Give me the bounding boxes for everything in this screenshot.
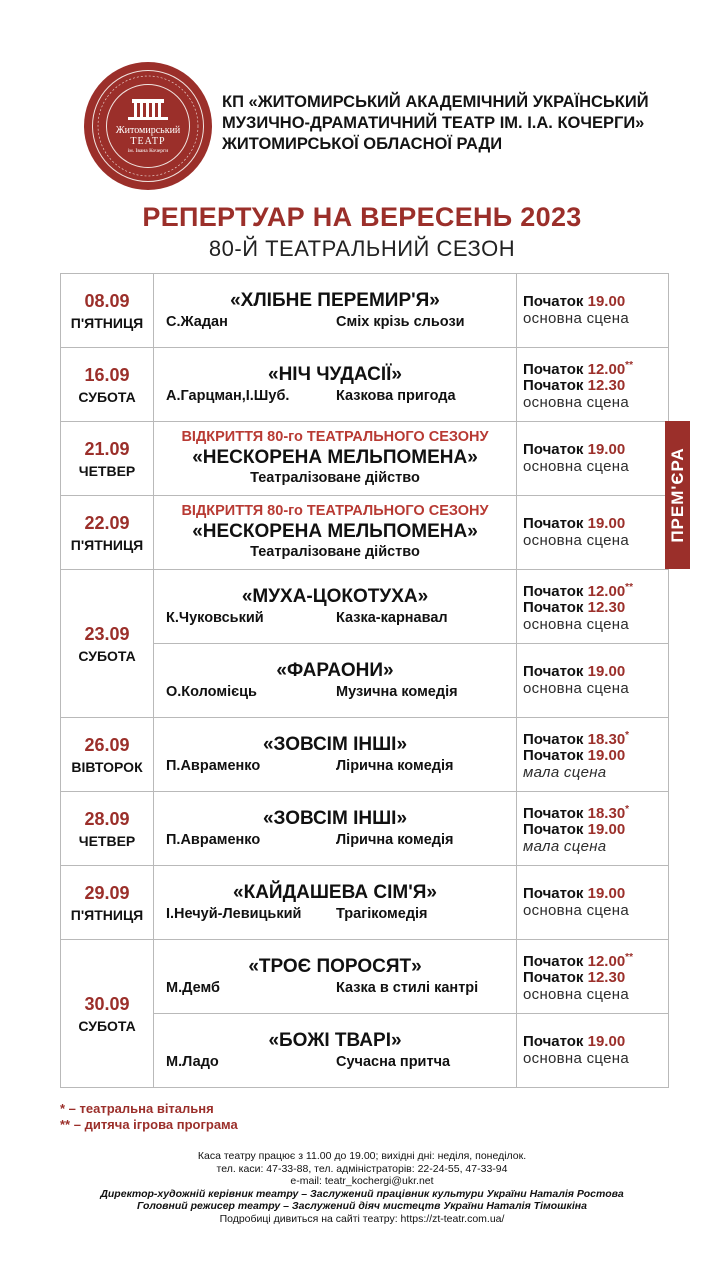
start-time bbox=[517, 950, 668, 970]
stage: основна сцена bbox=[523, 902, 630, 919]
time-cell bbox=[517, 792, 669, 866]
season-opening: ВІДКРИТТЯ 80-го ТЕАТРАЛЬНОГО СЕЗОНУ bbox=[181, 429, 489, 445]
footer-website: Подробиці дивиться на сайті театру: https://zt-teatr.com.ua/ bbox=[219, 1212, 505, 1225]
start-time bbox=[517, 822, 668, 838]
author: К.Чуковський bbox=[166, 610, 264, 626]
show-subtitle: Театралізоване дійство bbox=[250, 544, 420, 560]
stage: основна сцена bbox=[523, 986, 630, 1003]
start-label: Початок bbox=[523, 969, 584, 986]
weekday: П'ЯТНИЦЯ bbox=[70, 314, 144, 331]
time-cell bbox=[517, 866, 669, 940]
footnote: * – театральна вітальня bbox=[60, 1101, 214, 1116]
show-cell bbox=[154, 570, 517, 644]
logo-text-name: ім. Івана Кочерги bbox=[127, 148, 169, 154]
weekday: ЧЕТВЕР bbox=[78, 832, 136, 849]
logo-text-city: Житомирський bbox=[115, 125, 181, 136]
genre: Казка-карнавал bbox=[336, 610, 448, 626]
time-mark: * bbox=[625, 804, 630, 815]
time-value: 19.00 bbox=[587, 885, 626, 902]
time-value: 12.30 bbox=[587, 969, 626, 986]
time-value: 19.00 bbox=[587, 821, 626, 838]
genre: Трагікомедія bbox=[336, 906, 428, 922]
footer-hours: Каса театру працює з 11.00 до 19.00; вихідні дні: неділя, понеділок. bbox=[197, 1150, 527, 1162]
table-row bbox=[61, 422, 669, 496]
show-meta bbox=[154, 1052, 516, 1072]
show-title: «НІЧ ЧУДАСІЇ» bbox=[268, 364, 402, 385]
date-cell bbox=[61, 718, 154, 792]
time-value: 12.30 bbox=[587, 377, 626, 394]
footnotes bbox=[60, 1101, 238, 1133]
start-label: Початок bbox=[523, 515, 584, 532]
show-cell bbox=[154, 940, 517, 1014]
time-value: 19.00 bbox=[587, 515, 626, 532]
show-title: «ФАРАОНИ» bbox=[276, 660, 394, 681]
genre: Лірична комедія bbox=[336, 758, 454, 774]
footer-email: e-mail: teatr_kochergi@ukr.net bbox=[290, 1175, 434, 1187]
contact-footer bbox=[0, 1150, 724, 1225]
date-cell bbox=[61, 348, 154, 422]
start-time bbox=[517, 1034, 668, 1050]
date: 29.09 bbox=[84, 882, 130, 903]
stage: основна сцена bbox=[523, 616, 630, 633]
start-label: Початок bbox=[523, 441, 584, 458]
author: І.Нечуй-Левицький bbox=[166, 906, 302, 922]
organization-name bbox=[222, 92, 649, 155]
show-cell bbox=[154, 348, 517, 422]
start-label: Початок bbox=[523, 953, 584, 970]
time-value: 12.00 bbox=[587, 953, 626, 970]
show-title: «МУХА-ЦОКОТУХА» bbox=[241, 586, 429, 607]
stage: основна сцена bbox=[523, 532, 630, 549]
stage: основна сцена bbox=[523, 1050, 630, 1067]
genre: Казка в стилі кантрі bbox=[336, 980, 479, 996]
time-value: 19.00 bbox=[587, 1033, 626, 1050]
footer-chief-director: Головний режисер театру – Заслужений діяч мистецтв України Наталія Тімошкіна bbox=[137, 1200, 587, 1212]
time-cell bbox=[517, 496, 669, 570]
time-value: 18.30 bbox=[587, 805, 626, 822]
footer-director: Директор-художній керівник театру – Заслужений працівник культури України Наталія Ростова bbox=[100, 1187, 624, 1200]
genre: Казкова пригода bbox=[336, 388, 456, 404]
time-value: 12.30 bbox=[587, 599, 626, 616]
org-line: МУЗИЧНО-ДРАМАТИЧНИЙ ТЕАТР ІМ. І.А. КОЧЕРГИ» bbox=[222, 114, 645, 132]
author: А.Гарцман,І.Шуб. bbox=[166, 388, 290, 404]
weekday: СУБОТА bbox=[78, 388, 136, 405]
time-value: 19.00 bbox=[587, 293, 626, 310]
show-meta bbox=[154, 830, 516, 850]
start-label: Початок bbox=[523, 731, 584, 748]
weekday: СУБОТА bbox=[78, 647, 136, 664]
genre: Сміх крізь сльози bbox=[336, 314, 465, 330]
date: 21.09 bbox=[84, 438, 130, 459]
show-title: «НЕСКОРЕНА МЕЛЬПОМЕНА» bbox=[192, 521, 478, 542]
date: 16.09 bbox=[84, 364, 130, 385]
start-label: Початок bbox=[523, 377, 584, 394]
show-title: «НЕСКОРЕНА МЕЛЬПОМЕНА» bbox=[192, 447, 478, 468]
start-time bbox=[517, 728, 668, 748]
date-cell bbox=[61, 496, 154, 570]
time-value: 12.00 bbox=[587, 583, 626, 600]
show-cell bbox=[154, 496, 517, 570]
time-value: 19.00 bbox=[587, 747, 626, 764]
start-time bbox=[517, 442, 668, 458]
time-mark: * bbox=[625, 730, 630, 741]
table-row bbox=[61, 792, 669, 866]
start-time bbox=[517, 294, 668, 310]
start-label: Початок bbox=[523, 293, 584, 310]
date-cell bbox=[61, 940, 154, 1088]
show-meta bbox=[154, 756, 516, 776]
stage: основна сцена bbox=[523, 310, 630, 327]
time-mark: ** bbox=[625, 952, 633, 963]
time-cell bbox=[517, 644, 669, 718]
date: 28.09 bbox=[84, 808, 130, 829]
date: 08.09 bbox=[84, 290, 130, 311]
time-cell bbox=[517, 1014, 669, 1088]
start-time bbox=[517, 516, 668, 532]
page-title: РЕПЕРТУАР НА ВЕРЕСЕНЬ 2023 bbox=[142, 202, 582, 232]
time-value: 19.00 bbox=[587, 663, 626, 680]
start-time bbox=[517, 580, 668, 600]
start-label: Початок bbox=[523, 599, 584, 616]
date-cell bbox=[61, 866, 154, 940]
start-time bbox=[517, 358, 668, 378]
genre: Музична комедія bbox=[336, 684, 458, 700]
time-cell bbox=[517, 570, 669, 644]
show-meta bbox=[154, 904, 516, 924]
show-title: «БОЖІ ТВАРІ» bbox=[268, 1030, 402, 1051]
show-cell bbox=[154, 718, 517, 792]
start-time bbox=[517, 970, 668, 986]
show-title: «ХЛІБНЕ ПЕРЕМИР'Я» bbox=[230, 290, 440, 311]
stage: основна сцена bbox=[523, 394, 630, 411]
author: М.Демб bbox=[166, 980, 220, 996]
date: 22.09 bbox=[84, 512, 130, 533]
start-time bbox=[517, 748, 668, 764]
weekday: СУБОТА bbox=[78, 1017, 136, 1034]
time-mark: ** bbox=[625, 360, 633, 371]
start-label: Початок bbox=[523, 361, 584, 378]
table-row bbox=[61, 348, 669, 422]
show-cell bbox=[154, 644, 517, 718]
time-value: 12.00 bbox=[587, 361, 626, 378]
show-cell bbox=[154, 1014, 517, 1088]
weekday: П'ЯТНИЦЯ bbox=[70, 906, 144, 923]
author: П.Авраменко bbox=[166, 832, 261, 848]
show-title: «ЗОВСІМ ІНШІ» bbox=[262, 734, 408, 755]
page-subtitle: 80-Й ТЕАТРАЛЬНИЙ СЕЗОН bbox=[208, 236, 516, 261]
table-row bbox=[61, 940, 669, 1014]
genre: Лірична комедія bbox=[336, 832, 454, 848]
date-cell bbox=[61, 422, 154, 496]
theatre-building-icon bbox=[126, 97, 170, 123]
show-meta bbox=[154, 386, 516, 406]
start-time bbox=[517, 886, 668, 902]
start-label: Початок bbox=[523, 1033, 584, 1050]
show-meta bbox=[154, 682, 516, 702]
show-meta bbox=[154, 978, 516, 998]
author: П.Авраменко bbox=[166, 758, 261, 774]
show-title: «ТРОЄ ПОРОСЯТ» bbox=[248, 956, 422, 977]
show-cell bbox=[154, 274, 517, 348]
start-label: Початок bbox=[523, 583, 584, 600]
date-cell bbox=[61, 570, 154, 718]
show-subtitle: Театралізоване дійство bbox=[250, 470, 420, 486]
footer-phones: тел. каси: 47-33-88, тел. адміністраторів: 22-24-55, 47-33-94 bbox=[216, 1162, 508, 1175]
repertoire-table bbox=[60, 273, 669, 1088]
date: 23.09 bbox=[84, 623, 130, 644]
weekday: ВІВТОРОК bbox=[71, 758, 143, 775]
show-cell bbox=[154, 422, 517, 496]
time-mark: ** bbox=[625, 582, 633, 593]
genre: Сучасна притча bbox=[336, 1054, 451, 1070]
date-cell bbox=[61, 792, 154, 866]
time-cell bbox=[517, 718, 669, 792]
start-time bbox=[517, 600, 668, 616]
premiere-label: ПРЕМ'ЄРА bbox=[667, 447, 687, 543]
start-label: Початок bbox=[523, 821, 584, 838]
time-cell bbox=[517, 940, 669, 1014]
time-value: 18.30 bbox=[587, 731, 626, 748]
weekday: П'ЯТНИЦЯ bbox=[70, 536, 144, 553]
start-label: Початок bbox=[523, 663, 584, 680]
table-row bbox=[61, 866, 669, 940]
show-title: «ЗОВСІМ ІНШІ» bbox=[262, 808, 408, 829]
table-row bbox=[61, 496, 669, 570]
table-row bbox=[61, 274, 669, 348]
author: С.Жадан bbox=[166, 314, 228, 330]
org-line: ЖИТОМИРСЬКОЇ ОБЛАСНОЇ РАДИ bbox=[222, 135, 503, 153]
show-meta bbox=[154, 608, 516, 628]
theatre-logo bbox=[84, 62, 212, 190]
show-title: «КАЙДАШЕВА СІМ'Я» bbox=[233, 882, 437, 903]
time-value: 19.00 bbox=[587, 441, 626, 458]
date: 26.09 bbox=[84, 734, 130, 755]
start-label: Початок bbox=[523, 885, 584, 902]
footnote: ** – дитяча ігрова програма bbox=[60, 1117, 238, 1132]
start-time bbox=[517, 664, 668, 680]
author: О.Коломієць bbox=[166, 684, 257, 700]
stage: основна сцена bbox=[523, 458, 630, 475]
show-cell bbox=[154, 792, 517, 866]
table-row bbox=[61, 718, 669, 792]
table-row bbox=[61, 570, 669, 644]
season-opening: ВІДКРИТТЯ 80-го ТЕАТРАЛЬНОГО СЕЗОНУ bbox=[181, 503, 489, 519]
logo-text-theatre: ТЕАТР bbox=[130, 136, 166, 147]
date: 30.09 bbox=[84, 993, 130, 1014]
date-cell bbox=[61, 274, 154, 348]
time-cell bbox=[517, 348, 669, 422]
stage: основна сцена bbox=[523, 680, 630, 697]
start-time bbox=[517, 378, 668, 394]
start-label: Початок bbox=[523, 805, 584, 822]
stage: мала сцена bbox=[523, 838, 607, 855]
weekday: ЧЕТВЕР bbox=[78, 462, 136, 479]
premiere-badge bbox=[665, 421, 690, 569]
author: М.Ладо bbox=[166, 1054, 219, 1070]
show-meta bbox=[154, 312, 516, 332]
start-time bbox=[517, 802, 668, 822]
org-line: КП «ЖИТОМИРСЬКИЙ АКАДЕМІЧНИЙ УКРАЇНСЬКИЙ bbox=[222, 93, 649, 111]
stage: мала сцена bbox=[523, 764, 607, 781]
logo-inner bbox=[106, 84, 190, 168]
show-cell bbox=[154, 866, 517, 940]
start-label: Початок bbox=[523, 747, 584, 764]
time-cell bbox=[517, 274, 669, 348]
time-cell bbox=[517, 422, 669, 496]
